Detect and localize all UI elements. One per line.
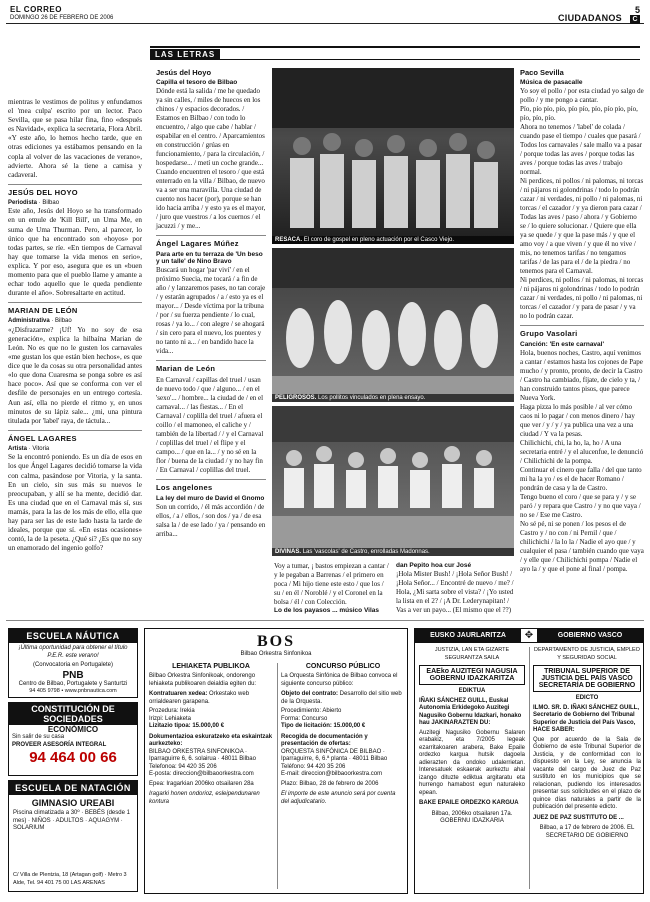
section-band-title: LAS LETRAS <box>150 49 220 60</box>
person-text: Este año, Jesús del Hoyo se ha transformado en un emule de 'Kill Bill', un Uma Me, en suma de Uma Thurman. Pero, al parecer, lo único que ha encontrado son «hoyos» por todas partes, se ríe. «En tiempos de Carnaval hay que tomarse la vida menos en serio», explica. Y por eso, asegura que es un «buen momento para que el pueblo llame y amante a echar todo aquello que le queda pendiente durante el año». Sobresaltarte en actitud. <box>8 207 142 298</box>
intro-text: mientras le vestimos de politus y enfundamos el 'mea culpa' escrito por un lector. Paco Sevilla, que se pasa hilar fina, fino «después es Navidad», explica la secretaria, Flora Abril. «Y este año, lo hemos hecho tarde, que en otras ediciones ya estábamos pensando en la copla al volver de las vacaciones de verano», advierte. Ahora sé la tiene a camisa y cadaveral. <box>8 98 142 179</box>
orchestra-notice-spanish: CONCURSO PÚBLICO La Orquesta Sinfónica de Bilbao convoca el siguiente concurso público: Objeto del contrato: Desarrollo del sitio web de la Orquesta. Procedimiento: Abierto Forma: Concurso Tipo de licitación: 15.000,00 € Recogida de documentación y presentación de ofertas: ORQUESTA SINFÓNICA DE BILBAO · Iparraguirre, 6, 6.ª planta · 48011 Bilbao Teléfono: 94 420 35 206 E-mail: direccion@bilbaoorkestra.com Plazo: Bilbao, 28 de febrero de 2006 El importe de este anuncio será por cuenta del adjudicatario. <box>281 663 402 805</box>
photo-madonnas <box>272 406 514 556</box>
ad-title: ESCUELA NÁUTICA <box>9 629 137 643</box>
lyric-title: Canción: 'En este carnaval' <box>520 341 605 348</box>
ad-contact: 94 405 9798 • www.pnbnautica.com <box>29 688 117 694</box>
lyrics-under-photo-left <box>274 562 390 612</box>
author-name: Grupo Vasolari <box>520 325 644 338</box>
gov-header-spanish: GOBIERNO VASCO <box>537 629 643 642</box>
section-name: CIUDADANOS <box>557 13 622 23</box>
ad-brand: GIMNASIO UREABI <box>31 798 115 808</box>
photo-gospel-choir <box>272 68 514 244</box>
ad-subtext: (Convocatoria en Portugalete) <box>32 662 114 668</box>
choir-image <box>272 68 514 244</box>
orchestra-logo: BOS <box>256 633 295 650</box>
coat-of-arms-icon: ✥ <box>524 630 534 641</box>
section-logo: C <box>630 15 640 24</box>
author-name: Ángel Lagares Múñez <box>156 235 266 248</box>
ads-divider <box>6 620 644 621</box>
lyric-title: dan Pepito hoa cur José <box>396 562 472 569</box>
lyric-text: Son un corrido, / él más accordión / de ellos, / a / ellos, / son dos / ya / de esa salsa la / de ese lado / ya / pensando en arriba... <box>156 503 266 538</box>
ad-text: ¡Última oportunidad para obtener el título P.E.R. este verano! <box>18 645 128 659</box>
chickens-image <box>272 248 514 402</box>
ad-subtitle: ECONÓMICO <box>47 725 99 734</box>
person-text: «¿Disfrazarme? ¡Uf! Yo no soy de esa generación», explica la hilbaína Marian de León. No es que no le gusten los carnavales «me gustan los que están bien hechos», es que dice que le da cosas su otra personalidad antes «lo que dona Cuaresma se ponga sobre es así hace poco». Así que se conforma con ver el desfile de personajes en un entrego cortesía. Aun así, ella no pierde el ritmo y, en unos minutos de su lápiz sale... ¿mi, una pintura titulada por 'label' raya, de táctula... <box>8 325 142 425</box>
lyric-text: En Carnaval / capillas del truel / usan de nuevo todo / que / alguno... / en el 'sexo'... / hombre... la ciudad de / en el carnaval... / las fiestas... / En el Carnaval / coplilla del truel / afuera el coillo / el mamoneo, el caliche y / también de la libertad / / y el Carnaval / coplillas del truel / el flipe y el campo... / que en la... / y no sé en la flor / buena de la ciudad / y no hay fin / En Carnaval / coplillas del truel. <box>156 376 264 474</box>
ad-text: PROVEER ASESORÍA INTEGRAL <box>12 741 107 748</box>
lyric-text: ¡Hola Mister Bush! / ¡Hola Señor Bush! / ¡Hola Señor... / Encontré de nuevo / me? / Hola, ¿Mi sarta sobre el vista? / ¡Yo usted la lista en el 2? / ¡A Dr. Lederynapitan! / Vas a ver un payo... (El mismo que el ??) <box>396 570 514 614</box>
person-name: MARIAN DE LEÓN <box>8 302 142 315</box>
ad-address: C/ Villa de Plentzia, 18 (Artagan golf) · Metro 3 Alde, Tel. 94 401 75 00 LAS ARENAS <box>13 872 127 886</box>
person-role: Artista <box>8 445 28 452</box>
ad-title: ESCUELA DE NATACIÓN <box>9 781 137 795</box>
column-lyrics-right <box>520 68 644 614</box>
ad-text: Piscina climatizada a 30º · BEBÉS (desde 1 mes) · NIÑOS · ADULTOS · AQUAGYM · SOLARIUM <box>13 810 130 831</box>
ad-line: Centro de Bilbao, Portugalete y Santurtzi <box>18 680 128 687</box>
lyric-text: Buscará un hogar 'par viví' / en el próximo Suecia, me tocará / a fin de año / y lanzaremos pases, no tan coraje / y estarán agrupados / a / esto ya es el mayor... / Desde víctima por la tribuna / por / su fuerza pendiente / lo cual, rosas / ya lo... / con alegre / se ahogará / sin cero para el nuevo, los puentes y no tanto ni a... / en bandido hace la vida... <box>156 266 266 355</box>
page-number: 5 <box>634 5 640 15</box>
ad-bilbao-orchestra <box>144 628 408 894</box>
person-text: Se la encontró poniendo. Es un día de esos en los que Ángel Lagares decidió tomarse la vida con calma, pasándose por Vitoria, y la santa. En un cielo, sin sus más su nuevos le preocupaban, y allí se ha mente, decidió dar. Es una ciudad que en el Carnaval más sí, sus mamás, para la las de los más de ello, ella que hay para ser las de este lado hasta la tarde de ideales, porque que sí. «En estas ocasiones» contó, la de la peseta. ¿Qué sí? ¿Es que no soy un enamorado del ingenio golfo? <box>8 453 142 553</box>
author-name: Jesús del Hoyo <box>156 68 212 77</box>
ad-phone: 94 464 00 66 <box>29 749 117 766</box>
lyric-title: Capilla el tesoro de Bilbao <box>156 79 238 86</box>
lyric-text: Voy a tumar, ¡ bastos empiezan a cantar / y le pegaban a Barrenas / el primero en poca / Mi hijo tiene este esto / que los / su / en él / Noroblé / y el Coronel en la bolsa / él / con Colección. <box>274 562 389 606</box>
ad-nautical-school <box>8 628 138 698</box>
gov-header-basque: EUSKO JAURLARITZA <box>415 629 521 642</box>
lyric-signature: Lo de los payasos ... músico Vilas <box>274 607 380 614</box>
column-lyrics-left <box>156 68 266 538</box>
lyric-title: Música de pasacalle <box>520 79 583 86</box>
lyric-title: La ley del muro de David el Gnomo <box>156 495 265 502</box>
lyric-text: Yo soy el pollo / por esta ciudad yo salgo de pollo / y me pongo a cantar. Pío, pío pío, pío, pío pío, pío, pío pío, pío, pío, pío, pío. Ahora no tenemos / 'label' de colada / cuando pase el tiempo / cuales que pasará / Todos los carnavales / sale mallo va a pasar / porque todas las aves / porque todas las aves / porque todas las aves / trabajo normal. Ni perdices, ni pollos / ni palomas, ni torcas / ni pájaros ni golondrinas / todo lo podrán cazar / ni verdades, ni pollo / ni palomas, ni torcas / el cazador / y ya dieron para cazar / Todas las aves / paso / ahora / y Gobierno se / lo quiere solucionar. / Quiere que ella ya se quede / y que la pase más / y que el amo voy / a que viven / y que él no vive / mis, no tenemos tarifas / no tengamos tarifas / de las para el / de la piedra / no tenemos para el Carnaval. Ni perdices, ni pollos / ni palomas, ni torcas / ni pájaros ni golondrinas / todo lo podrán cazar / ni verdades, ni pollo / ni palomas, ni torcas / el cazador / y para de pasar / y va no lo podrán cazar. <box>520 87 644 320</box>
person-role: Administrativa <box>8 318 50 325</box>
ad-brand: PNB <box>62 669 84 681</box>
photo-caption: RESACA. El coro de gospel en pleno actuación por el Casco Viejo. <box>272 236 514 244</box>
ad-text: Sin salir de su casa <box>12 734 65 740</box>
page-header <box>6 4 644 24</box>
gov-notice-basque: JUSTIZIA, LAN ETA GIZARTE SEGURANTZA SAILA EAEko AUZITEGI NAGUSIA GOBERNU IDAZKARITZA EDIKTUA IÑAKI SÁNCHEZ GUILL, Euskal Autonomia Erkidegoko Auzitegi Nagusiko Gobernu Idazkari, honako hau JAKINARAZTEN DU: Auzitegi Nagusiko Gobernu Salaren erabakiz, eta 7/2005 legeak ezarritakoaren arabera, Bake Epaile ordezko kargua hutsik dagoela adierazten da ondoko udalerrietan. Interesatuek eskaerak aurkeztu ahal izango dituzte ediktua argitaratu eta hurrengo hamabost egun naturaleko epean. BAKE EPAILE ORDEZKO KARGUA Bilbao, 2006ko otsailaren 17a. GOBERNU IDAZKARIA <box>419 647 525 824</box>
newspaper-name: EL CORREO <box>10 5 62 14</box>
section-band <box>150 46 640 60</box>
person-city: Bilbao <box>55 318 72 325</box>
lyric-title: Para arte en tu terraza de 'Un beso y un talle' de Nino Bravo <box>156 251 263 265</box>
author-name: Paco Sevilla <box>520 68 564 77</box>
ad-swimming-school <box>8 780 138 892</box>
ad-company-formation <box>8 702 138 776</box>
gov-notice-spanish: DEPARTAMENTO DE JUSTICIA, EMPLEO Y SEGURIDAD SOCIAL TRIBUNAL SUPERIOR DE JUSTICIA DEL PAÍS VASCO SECRETARÍA DE GOBIERNO EDICTO ILMO. SR. D. IÑAKI SÁNCHEZ GUILL, Secretario de Gobierno del Tribunal Superior de Justicia del País Vasco, HACE SABER: Que por acuerdo de la Sala de Gobierno de este Tribunal Superior de Justicia, y de conformidad con lo dispuesto en la Ley, se anuncia la vacante del cargo de Juez de Paz sustituto en los municipios que se relacionan, pudiendo los interesados presentar sus solicitudes en el plazo de quince días naturales a partir de la publicación del presente edicto. JUEZ DE PAZ SUSTITUTO DE ... Bilbao, a 17 de febrero de 2006. EL SECRETARIO DE GOBIERNO <box>533 647 641 839</box>
person-city: Vitoria <box>32 445 50 452</box>
person-role: Periodista <box>8 199 38 206</box>
ad-basque-government <box>414 628 644 894</box>
author-name: Los angelones <box>156 479 266 492</box>
column-interviews: mientras le vestimos de politus y enfundamos el 'mea culpa' escrito por un lector. Paco Sevilla, que se pasa hilar fina, fino «después es Navidad», explica la secretaria, Flora Abril. «Y este año, lo hemos hecho tarde, que en otras ediciones ya estábamos pensando en la copla al volver de las vacaciones de verano», advierte. Ahora sé la tiene a camisa y cadaveral. JESÚS DEL HOYO Periodista · Bilbao Este año, Jesús del Hoyo se ha transformado en un emule de 'Kill Bill', un Uma Me, en suma de Uma Thurman. Pero, al parecer, lo único que ha encontrado son «hoyos» por todas partes, se ríe. «En tiempos de Carnaval hay que tomarse la vida menos en serio», explica. Y por eso, asegura que es un «buen momento para que el pueblo llame y amante a echar todo aquello que le queda pendiente durante el año». Sobresaltarte en actitud. MARIAN DE LEÓN Administrativa · Bilbao «¿Disfrazarme? ¡Uf! Yo no soy de esa generación», explica la hilbaína Marian de León. No es que no le gusten los carnavales «me gustan los que están bien hechos», es que dice que le da cosas su otra personalidad antes «lo que dona Cuaresma se ponga sobre es así hace poco». Así que se conforma con ver el desfile de personajes en un entrego cortesía. Aun así, ella no pierde el ritmo y, en unos minutos de su lápiz sale... ¿mi, una pintura titulada por 'label' raya, de táctula... ÁNGEL LAGARES Artista · Vitoria Se la encontró poniendo. Es un día de esos en los que Ángel Lagares decidió tomarse la vida con calma, pasándose por Vitoria, y la santa. En un cielo, sin sus más su nuevos le preocupaban, y allí se ha mente, decidió dar. Es una ciudad que en el Carnaval más sí, sus mamás, para la las de los más de ello, ella que hay para ser las de este lado hasta la tarde de ideales, porque que sí. «En estas ocasiones» contó, la de la peseta. ¿Qué sí? ¿Es que no soy un enamorado del ingenio golfo? <box>8 98 142 553</box>
issue-date: DOMINGO 26 DE FEBRERO DE 2006 <box>10 15 114 21</box>
ad-title: CONSTITUCIÓN DE SOCIEDADES <box>9 703 137 725</box>
author-name: Marian de León <box>156 360 266 373</box>
photo-caption: DIVINAS. Las 'vascolas' de Castro, enrolladas Madonnas. <box>272 548 514 556</box>
orchestra-subtitle: Bilbao Orkestra Sinfonikoa <box>240 651 312 657</box>
photo-chickens <box>272 248 514 402</box>
lyrics-under-photo-right <box>396 562 514 612</box>
lyric-text: Dónde está la salida / me he quedado ya sin calles, / miles de huecos en los chinos / y espacios decorados. / Estamos en Bilbao / con todo lo encuentro, / algo que cabe / hablar / espabilar en el centro. / Aparcamientos en construcción / grúas en funcionamiento, / para la circulación, / hospedarse... / metí un coche grande... <box>156 87 265 167</box>
lyric-text: Hola, buenos noches, Castro, aquí venimos a cantar / estamos hasta los cojones de Pape mucho / y pronto, pronto, de decir la Castro / Castro ha cambiado, fíjate, de cielo y ta, / han construido tantos pisos, que parece Nueva York. Haga pizza lo más posible / al ver cómo caos ni lo pagar / con menos dinero / hay que ver / y / y / ya publica una vez a una ciudad / Y va la pesas. Chilichichi, chi, la ho, la, ho / A una secretaria entré / y el alucenfue, le denunció / Chilichichi de la pompa. Continuar el cinero que falla / del que tanto mi ha la yo / es el de hacer Romano / pondrán de casa y la de Castro. Tengo bueno el coro / que se para y / y se paró / y repara que Castro / y no que vaya / no se / Ese me Castro. No sé pé, ni se ponen / los pesos el de Castro y / no con / ni Pernil / que / chilichichi / la lo la / Nadie el ayo que / y cualquier el pasa / también cuando que vaya / y elle que / Chilichichi pompa / Nadie el ayo la / y que el pone al final / pompa. <box>520 349 644 573</box>
orchestra-notice-basque: LEHIAKETA PUBLIKOA Bilbao Orkestra Sinfonikoak, ondorengo lehiaketa publikoaren deialdia egiten du: Kontratuaren xedea: Orkestako web orrialdearen garapena. Prozedura: Irekia Irizpi: Lehiaketa Lizitazio tipoa: 15.000,00 € Dokumentazioa eskuratzeko eta eskaintzak aurkezteko: BILBAO ORKESTRA SINFONIKOA · Iparraguirre 6, 6. solairua · 48011 Bilbao Telefonoa: 94 420 35 206 E-posta: direccion@bilbaoorkestra.com Epea: Iragarkian 2006ko otsailaren 28a Iragarki honen ondorioz, esleipendunaren kontura <box>149 663 273 805</box>
person-name: ÁNGEL LAGARES <box>8 430 142 443</box>
person-name: JESÚS DEL HOYO <box>8 184 142 197</box>
lyric-text: Cuando encuentren el tesoro / que está enterrado en la villa / Bilbao, de nuevo va a ser una maravilla. Una ciudad de cuento nos hacer (por), porque se han ido hacia arriba / y esto ya es el mayor, / juro que vuestros / a los cuernos / el jacuzzi / y me... <box>156 168 266 230</box>
photo-caption: PELIGROSOS. Los pollitos vinculados en plena ensayo. <box>272 394 514 402</box>
madonnas-image <box>272 406 514 556</box>
person-city: Bilbao <box>42 199 60 206</box>
